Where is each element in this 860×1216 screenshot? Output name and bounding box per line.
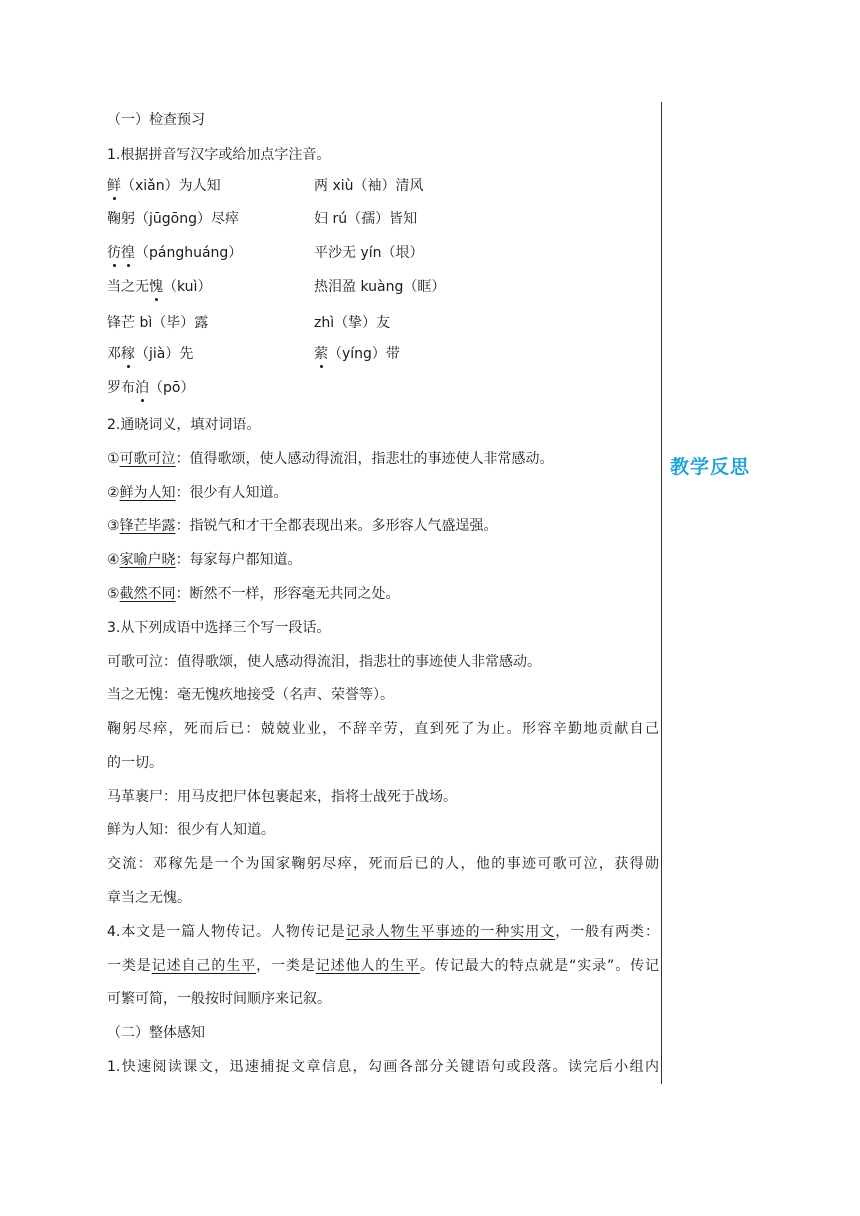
q2-item: ②鲜为人知：很少有人知道。: [107, 485, 288, 501]
q1-row1-left: 鲜（xiǎn）为人知: [107, 178, 221, 194]
q1-row5-left: 锋芒 bì（毕）露: [107, 315, 209, 331]
q1-row7: [107, 378, 659, 398]
q3-line: 鲜为人知：很少有人知道。: [107, 822, 275, 838]
q1-row7-left: 罗布泊（pō）: [107, 380, 195, 396]
q3-exchange-cont: 章当之无愧。: [107, 890, 191, 906]
q1-row2-right: 妇 rú（孺）皆知: [314, 211, 418, 227]
dotted-char: 愧: [149, 279, 163, 295]
q1-row4-left: 当之无愧（kuì）: [107, 279, 212, 295]
q4-line: 可繁可简，一般按时间顺序来记叙。: [107, 991, 331, 1007]
answer-word: 家喻户晓: [119, 552, 176, 568]
section2-line: 1.快速阅读课文，迅速捕捉文章信息，勾画各部分关键语句或段落。读完后小组内: [107, 1059, 659, 1075]
sidebar-title: 教学反思: [670, 456, 751, 478]
answer-phrase: 记述自己的生平: [151, 958, 257, 974]
q2-item: ④家喻户晓：每家每户都知道。: [107, 552, 302, 568]
q3-title: 3.从下列成语中选择三个写一段话。: [107, 620, 331, 636]
q1-row5: [107, 313, 659, 333]
answer-phrase: 记述他人的生平: [315, 958, 421, 974]
q4-line: 4.本文是一篇人物传记。人物传记是记录人物生平事迹的一种实用文，一般有两类：: [107, 924, 660, 940]
dotted-char: 萦: [314, 346, 328, 362]
q3-line: 鞠躬尽瘁，死而后已：兢兢业业，不辞辛劳，直到死了为止。形容辛勤地贡献自己: [107, 721, 659, 737]
dotted-char: 徨: [121, 245, 135, 261]
q1-row4: [107, 277, 659, 297]
q3-line: 当之无愧：毫无愧疚地接受（名声、荣誉等）。: [107, 687, 394, 703]
q1-row3: [107, 243, 659, 263]
section2-heading: （二）整体感知: [107, 1025, 205, 1041]
q1-row5-right: zhì（挚）友: [314, 315, 391, 331]
q1-row1: [107, 176, 659, 196]
answer-word: 锋芒毕露: [119, 518, 176, 534]
q3-line: 可歌可泣：值得歌颂，使人感动得流泪，指悲壮的事迹使人非常感动。: [107, 654, 541, 670]
q1-row1-right: 两 xiù（袖）清风: [314, 178, 424, 194]
q1-row3-left: 彷徨（pánghuáng）: [107, 245, 243, 261]
q2-item: ①可歌可泣：值得歌颂，使人感动得流泪，指悲壮的事迹使人非常感动。: [107, 451, 554, 467]
q4-line: 一类是记述自己的生平，一类是记述他人的生平。传记最大的特点就是“实录”。传记: [107, 958, 660, 974]
q1-row3-right: 平沙无 yín（垠）: [314, 245, 424, 261]
q1-row4-right: 热泪盈 kuàng（眶）: [314, 279, 446, 295]
answer-word: 截然不同: [119, 586, 176, 602]
dotted-char: 稼: [121, 346, 135, 362]
dotted-char: 鲜: [107, 178, 121, 194]
answer-word: 鲜为人知: [119, 485, 176, 501]
q3-exchange: 交流：邓稼先是一个为国家鞠躬尽瘁，死而后已的人，他的事迹可歌可泣，获得勋: [107, 856, 659, 872]
q1-row6-left: 邓稼（jià）先: [107, 346, 194, 362]
q1-row2-left: 鞠躬（jūgōng）尽瘁: [107, 211, 239, 227]
q3-line: 马革裹尸：用马皮把尸体包裹起来，指将士战死于战场。: [107, 789, 457, 805]
dotted-char: 彷: [107, 245, 121, 261]
section1-heading: （一）检查预习: [107, 112, 205, 128]
q2-title: 2.通晓词义，填对词语。: [107, 417, 261, 433]
answer-phrase: 记录人物生平事迹的一种实用文: [345, 924, 556, 940]
column-divider: [661, 102, 662, 1084]
q2-item: ⑤截然不同：断然不一样，形容毫无共同之处。: [107, 586, 400, 602]
q3-line: 的一切。: [107, 755, 163, 771]
dotted-char: 泊: [135, 380, 149, 396]
q1-row6-right: 萦（yíng）带: [314, 346, 400, 362]
answer-word: 可歌可泣: [119, 451, 176, 467]
q1-title: 1.根据拼音写汉字或给加点字注音。: [107, 147, 331, 163]
q2-item: ③锋芒毕露：指锐气和才干全都表现出来。多形容人气盛逞强。: [107, 518, 498, 534]
q1-row6: [107, 344, 659, 364]
q1-row2: [107, 209, 659, 229]
